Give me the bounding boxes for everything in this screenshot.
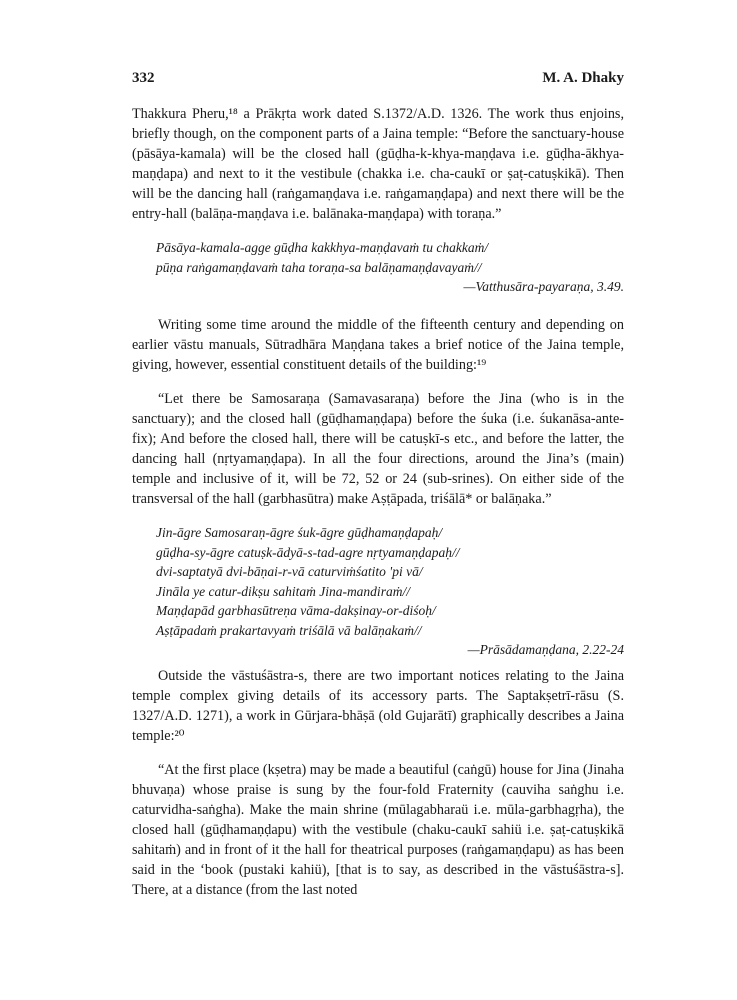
verse-source-2: —Prāsādamaṇḍana, 2.22-24 <box>467 642 624 657</box>
verse-line: Jin-āgre Samosaraṇ-āgre śuk-āgre gūḍhamaṇḍapaḥ/ <box>156 525 443 540</box>
body-text <box>132 104 624 900</box>
verse-line: Maṇḍapād garbhasūtreṇa vāma-dakṣinay-or-diśoḥ/ <box>156 603 436 618</box>
paragraph-5: “At the first place (kṣetra) may be made a beautiful (caṅgū) house for Jina (Jinaha bhuvaṇa) whose praise is sung by the four-fold Fraternity (cauviha saṅghu i.e. caturvidha-saṅgha). Make the main shrine (mūlagabharaü i.e. mūla-garbhagṛha), the closed hall (gūḍhamaṇḍapu) with the vestibule (chaku-caukī sahiü i.e. ṣaṭ-catuṣkikā sahitaṁ) and in front of it the hall for theatrical purposes (raṅgamaṇḍapu) as has been said in the ‘book (pustaki kahiü), [that is to say, as described in the vāstuśāstra-s]. There, at a distance (from the last noted <box>132 762 624 898</box>
verse-line: gūḍha-sy-āgre catuṣk-ādyā-s-tad-agre nṛtyamaṇḍapaḥ// <box>156 544 460 560</box>
paragraph-3: “Let there be Samosaraṇa (Samavasaraṇa) before the Jina (who is in the sanctuary); and the closed hall (gūḍhamaṇḍapa) before the śuka (i.e. śukanāsa-ante-fix); And before the closed hall, there will be catuṣkī-s etc., and before the latter, the dancing hall (nṛtyamaṇḍapa). In all the four directions, around the Jina’s (main) temple and inclusive of it, will be 72, 52 or 24 (sub-srines). On either side of the transversal of the hall (garbhasūtra) make Aṣṭāpada, triśālā* or balāṇaka.” <box>132 391 624 507</box>
verse-line: Aṣṭāpadaṁ prakartavyaṁ triśālā vā balāṇakaṁ// <box>156 622 422 638</box>
verse-line: pūṇa raṅgamaṇḍavaṁ taha toraṇa-sa balāṇamaṇḍavayaṁ// <box>156 259 482 275</box>
page-number: 332 <box>132 70 155 86</box>
verse-line: Jināla ye catur-dikṣu sahitaṁ Jina-mandiraṁ// <box>156 583 410 599</box>
page-header <box>132 70 624 94</box>
running-head-author: M. A. Dhaky <box>542 70 624 86</box>
verse-source-1: —Vatthusāra-payaraṇa, 3.49. <box>463 279 624 294</box>
verse-line: Pāsāya-kamala-agge gūḍha kakkhya-maṇḍavaṁ tu chakkaṁ/ <box>156 240 489 255</box>
paragraph-4: Outside the vāstuśāstra-s, there are two important notices relating to the Jaina temple complex giving details of its accessory parts. The Saptakṣetrī-rāsu (S. 1327/A.D. 1271), a work in Gūrjara-bhāṣā (old Gujarātī) graphically describes a Jaina temple:²⁰ <box>132 668 624 744</box>
verse-line: dvi-saptatyā dvi-bāṇai-r-vā caturviṁśatito 'pi vā/ <box>156 564 423 579</box>
paragraph-2: Writing some time around the middle of the fifteenth century and depending on earlier vāstu manuals, Sūtradhāra Maṇḍana takes a brief notice of the Jaina temple, giving, however, essential constituent details of the building:¹⁹ <box>132 317 624 373</box>
paragraph-1: Thakkura Pheru,¹⁸ a Prākṛta work dated S.1372/A.D. 1326. The work thus enjoins, briefly though, on the component parts of a Jaina temple: “Before the sanctuary-house (pāsāya-kamala) will be the closed hall (gūḍha-k-khya-maṇḍava i.e. gūḍha-ākhya-maṇḍapa) and next to it the vestibule (chakka i.e. cha-caukī or ṣaṭ-catuṣkikā). Then will be the dancing hall (raṅgamaṇḍava i.e. raṅgamaṇḍapa) and next there will be the entry-hall (balāṇa-maṇḍava i.e. balānaka-maṇḍapa) with toraṇa.” <box>132 106 624 222</box>
verse-quotation-2 <box>156 523 624 640</box>
verse-quotation-1 <box>156 238 624 277</box>
